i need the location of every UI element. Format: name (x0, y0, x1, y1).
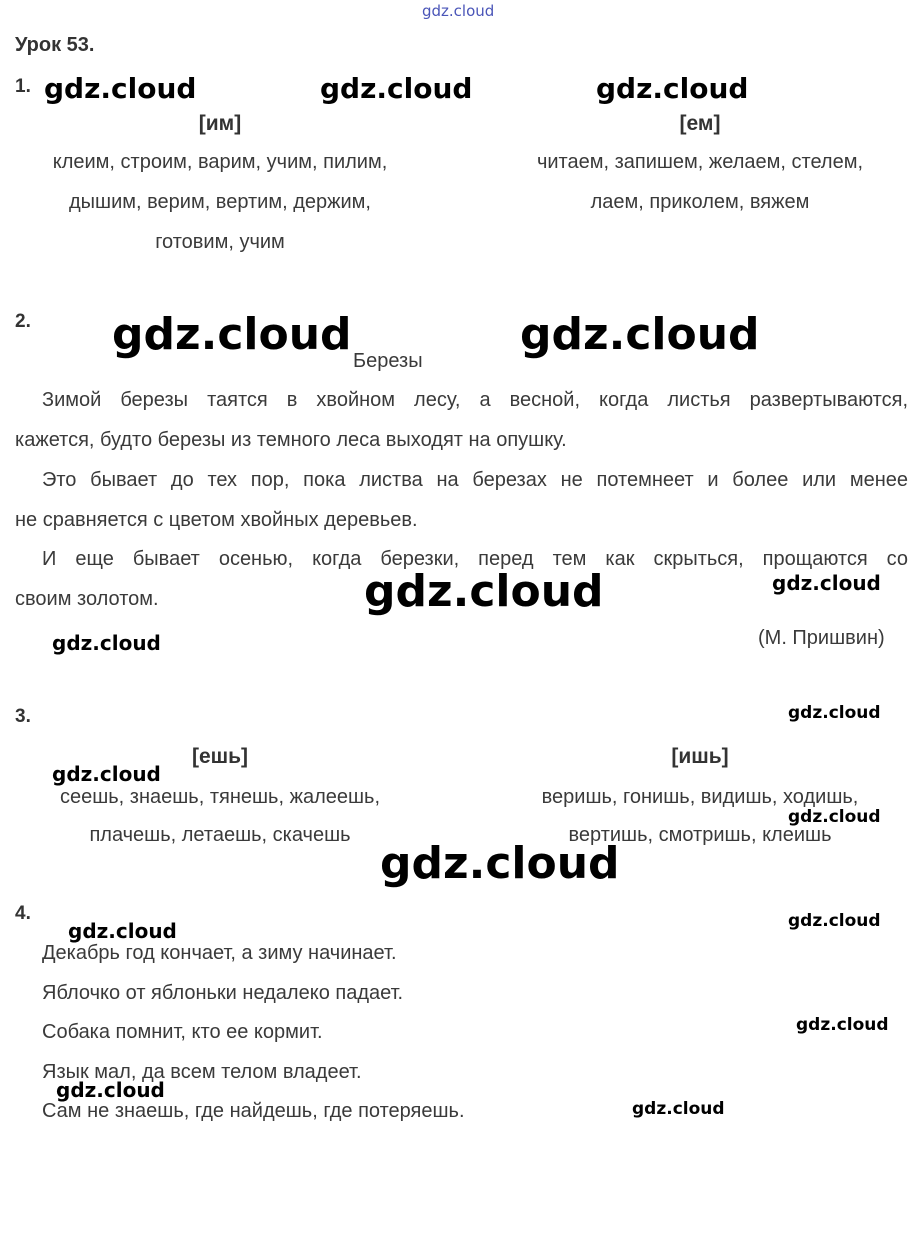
paragraph-line: своим золотом. (15, 588, 159, 610)
watermark: gdz.cloud (632, 1099, 725, 1119)
watermark: gdz.cloud (56, 1078, 165, 1102)
text-title: Березы (353, 350, 423, 372)
exercise-1-number: 1. (15, 76, 31, 97)
watermark: gdz.cloud (772, 571, 881, 595)
proverb: Собака помнит, кто ее кормит. (42, 1021, 323, 1043)
proverb: Яблочко от яблоньки недалеко падает. (42, 982, 404, 1004)
watermark: gdz.cloud (52, 762, 161, 786)
watermark: gdz.cloud (68, 919, 177, 943)
watermark: gdz.cloud (788, 911, 881, 931)
ex1-col1-line: клеим, строим, варим, учим, пилим, (52, 151, 388, 173)
watermark: gdz.cloud (520, 309, 760, 360)
watermark: gdz.cloud (380, 838, 620, 889)
watermark: gdz.cloud (796, 1015, 889, 1035)
watermark: gdz.cloud (596, 72, 749, 105)
watermark: gdz.cloud (44, 72, 197, 105)
ex1-col2-line: лаем, приколем, вяжем (590, 191, 810, 213)
top-watermark: gdz.cloud (422, 2, 495, 20)
ex1-col2-line: читаем, запишем, желаем, стелем, (536, 151, 864, 173)
watermark: gdz.cloud (112, 309, 352, 360)
proverb: Язык мал, да всем телом владеет. (42, 1061, 362, 1083)
lesson-title: Урок 53. (15, 34, 95, 56)
watermark: gdz.cloud (52, 631, 161, 655)
ex3-col2-line: веришь, гонишь, видишь, ходишь, (541, 786, 859, 808)
watermark: gdz.cloud (788, 807, 881, 827)
paragraph-line: кажется, будто березы из темного леса выходят на опушку. (15, 429, 567, 451)
ex3-col2-line: вертишь, смотришь, клеишь (568, 824, 832, 846)
ex3-col1-line: сеешь, знаешь, тянешь, жалеешь, (59, 786, 381, 808)
proverb: Сам не знаешь, где найдешь, где потеряешь. (42, 1100, 465, 1122)
paragraph-line: не сравняется с цветом хвойных деревьев. (15, 509, 418, 531)
ex1-sound-im: [им] (198, 112, 242, 135)
exercise-4-number: 4. (15, 903, 31, 924)
ex1-col1-line: готовим, учим (155, 231, 285, 253)
ex3-sound-ish: [ишь] (671, 745, 729, 768)
ex3-sound-esh: [ешь] (191, 745, 249, 768)
paragraph-line: И еще бывает осенью, когда березки, перед тем как скрыться, прощаются со (42, 548, 908, 570)
exercise-2-number: 2. (15, 311, 31, 332)
exercise-3-number: 3. (15, 706, 31, 727)
proverb: Декабрь год кончает, а зиму начинает. (42, 942, 397, 964)
ex1-col1-line: дышим, верим, вертим, держим, (69, 191, 371, 213)
watermark: gdz.cloud (364, 566, 604, 617)
watermark: gdz.cloud (788, 703, 881, 723)
paragraph-line: Это бывает до тех пор, пока листва на березах не потемнеет и более или менее (42, 469, 908, 491)
paragraph-line: Зимой березы таятся в хвойном лесу, а весной, когда листья развертываются, (42, 389, 908, 411)
ex1-sound-em: [ем] (679, 112, 721, 135)
ex3-col1-line: плачешь, летаешь, скачешь (89, 824, 351, 846)
author: (М. Пришвин) (758, 627, 885, 649)
watermark: gdz.cloud (320, 72, 473, 105)
